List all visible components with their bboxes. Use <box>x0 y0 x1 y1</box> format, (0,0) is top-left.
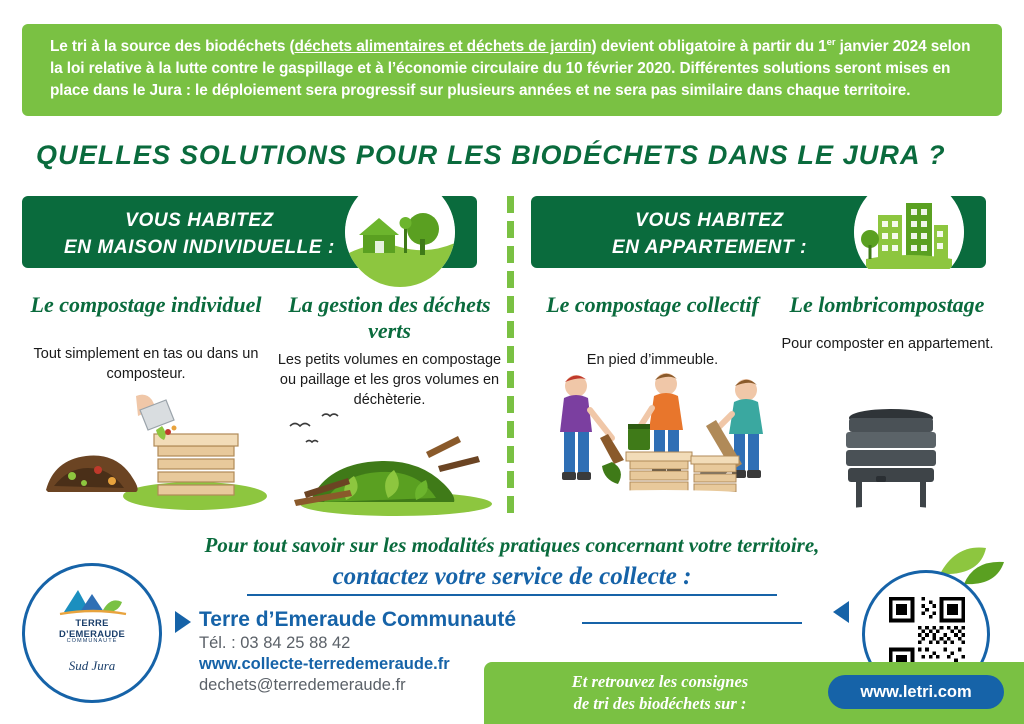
banner-text-underlined: déchets alimentaires et déchets de jardin <box>294 38 592 56</box>
right-item-1-body: En pied d’immeuble. <box>586 352 719 368</box>
contact-email-link[interactable]: dechets@terredemeraude.fr <box>199 676 406 694</box>
contact-intro-line1: Pour tout savoir sur les modalités pratiques concernant votre territoire, <box>204 533 820 557</box>
logo-title <box>25 618 159 640</box>
logo-subtitle: COMMUNAUTÉ <box>66 638 118 644</box>
right-item-2-title: Le lombricompostage <box>789 292 985 317</box>
compost-heap-and-bin-icon <box>40 388 270 518</box>
right-column-header <box>531 196 986 268</box>
left-item-2-title: La gestion des déchets verts <box>288 292 491 343</box>
contact-website-link[interactable]: www.collecte-terredemeraude.fr <box>199 655 450 673</box>
bottom-bar-line1: Et retrouvez les consignes <box>571 672 749 691</box>
green-waste-pile-icon <box>276 408 511 521</box>
arrow-right-icon <box>175 611 191 633</box>
contact-intro-line2: contactez votre service de collecte : <box>332 563 692 590</box>
left-header-line1: VOUS HABITEZ <box>125 210 274 231</box>
top-banner <box>22 24 1002 116</box>
bottom-bar-text <box>510 671 810 716</box>
banner-text-part3: janvier 2024 selon la loi relative à la lutte contre le gaspillage et à l’économie circulaire du 10 février 2020. Différentes solutions seront mises en place dans le Jura : le déploiement sera progressif sur plusieurs années et ne sera pas similaire dans chaque territoire. <box>50 38 971 99</box>
page-title: QUELLES SOLUTIONS POUR LES BIODÉCHETS DANS LE JURA ? <box>36 140 946 170</box>
left-item-2-body: Les petits volumes en compostage ou paillage et les gros volumes en déchèterie. <box>277 352 502 408</box>
three-people-composting-icon <box>534 368 794 523</box>
contact-name-rule <box>582 622 802 624</box>
left-column-header-lines <box>22 208 377 262</box>
terre-demeraude-logo <box>22 563 162 703</box>
right-column-header-lines <box>537 208 882 262</box>
banner-text-part1: Le tri à la source des biodéchets ( <box>50 38 295 56</box>
logo-title-line2: D’EMERAUDE <box>58 627 126 639</box>
apartment-buildings-icon <box>854 177 964 287</box>
contact-phone: Tél. : 03 84 25 88 42 <box>199 634 351 652</box>
left-column-header <box>22 196 477 268</box>
logo-title-line1: TERRE <box>75 617 109 628</box>
logo-region: Sud Jura <box>68 658 116 673</box>
bottom-bar <box>484 662 1024 724</box>
emerald-mountain-logo-icon <box>58 582 128 618</box>
left-header-line2: EN MAISON INDIVIDUELLE : <box>64 236 335 258</box>
worm-composter-icon <box>826 398 956 523</box>
banner-text-part2: ) devient obligatoire à partir du 1 <box>591 38 827 56</box>
house-garden-icon <box>345 177 455 287</box>
left-item-1-title: Le compostage individuel <box>30 292 262 317</box>
contact-underline <box>247 594 777 596</box>
arrow-left-icon <box>833 601 849 623</box>
letri-website-button[interactable]: www.letri.com <box>828 675 1004 709</box>
right-item-1-title: Le compostage collectif <box>546 292 759 317</box>
contact-organisation-name: Terre d’Emeraude Communauté <box>199 608 517 631</box>
right-header-line2: EN APPARTEMENT : <box>611 236 808 258</box>
top-banner-text <box>50 36 978 102</box>
right-item-2-body: Pour composter en appartement. <box>781 336 994 352</box>
left-item-1-body: Tout simplement en tas ou dans un composteur. <box>33 346 259 382</box>
bottom-bar-line2: de tri des biodéchets sur : <box>573 694 747 714</box>
right-header-line1: VOUS HABITEZ <box>635 210 784 231</box>
banner-text-sup: er <box>826 37 836 48</box>
